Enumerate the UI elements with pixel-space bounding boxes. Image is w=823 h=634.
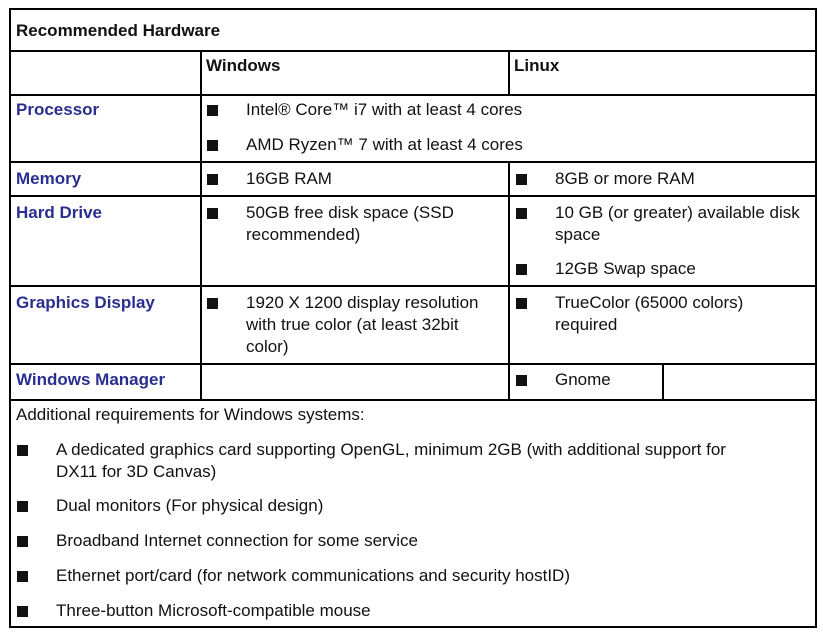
row-divider [11,161,815,163]
bullet-icon [207,298,218,309]
additional-item: A dedicated graphics card supporting OpenGL, minimum 2GB (with additional support for [56,440,726,459]
bullet-icon [516,264,527,275]
row-divider [11,285,815,287]
column-divider [200,52,202,399]
bullet-icon [17,445,28,456]
bullet-icon [207,208,218,219]
bullet-icon [207,174,218,185]
row-divider [11,94,815,96]
graphics-windows-item: color) [246,337,289,356]
bullet-icon [207,140,218,151]
hard-drive-windows-item: 50GB free disk space (SSD [246,203,454,222]
graphics-windows-item: 1920 X 1200 display resolution [246,293,479,312]
additional-item: Broadband Internet connection for some service [56,531,418,550]
bullet-icon [516,298,527,309]
bullet-icon [17,536,28,547]
bullet-icon [207,105,218,116]
hardware-table [9,8,817,628]
column-divider [508,52,510,94]
memory-windows-item: 16GB RAM [246,169,332,188]
column-divider [662,365,664,399]
processor-windows-item: AMD Ryzen™ 7 with at least 4 cores [246,135,523,154]
hard-drive-linux-item: space [555,225,601,244]
row-label-memory: Memory [16,169,82,188]
memory-linux-item: 8GB or more RAM [555,169,695,188]
graphics-windows-item: with true color (at least 32bit [246,315,459,334]
bullet-icon [17,606,28,617]
row-divider [11,195,815,197]
bullet-icon [516,174,527,185]
row-divider [11,363,815,365]
window-manager-linux-item: Gnome [555,370,611,389]
column-header-windows: Windows [206,56,281,75]
row-label-hard-drive: Hard Drive [16,203,102,222]
hard-drive-windows-item: recommended) [246,225,361,244]
additional-item: DX11 for 3D Canvas) [56,462,217,481]
row-label-graphics-display: Graphics Display [16,293,155,312]
column-divider [508,163,510,399]
processor-windows-item: Intel® Core™ i7 with at least 4 cores [246,100,523,119]
bullet-icon [17,501,28,512]
row-label-windows-manager: Windows Manager [16,370,166,389]
bullet-icon [516,208,527,219]
additional-item: Ethernet port/card (for network communications and security hostID) [56,566,570,585]
additional-item: Dual monitors (For physical design) [56,496,324,515]
additional-heading: Additional requirements for Windows systems: [16,405,365,424]
bullet-icon [17,571,28,582]
additional-item: Three-button Microsoft-compatible mouse [56,601,371,620]
table-title: Recommended Hardware [16,21,221,40]
row-divider [11,50,815,52]
column-header-linux: Linux [514,56,560,75]
row-label-processor: Processor [16,100,100,119]
row-divider [11,399,815,401]
hard-drive-linux-item: 12GB Swap space [555,259,696,278]
graphics-linux-item: TrueColor (65000 colors) [555,293,744,312]
hard-drive-linux-item: 10 GB (or greater) available disk [555,203,800,222]
bullet-icon [516,375,527,386]
graphics-linux-item: required [555,315,618,334]
